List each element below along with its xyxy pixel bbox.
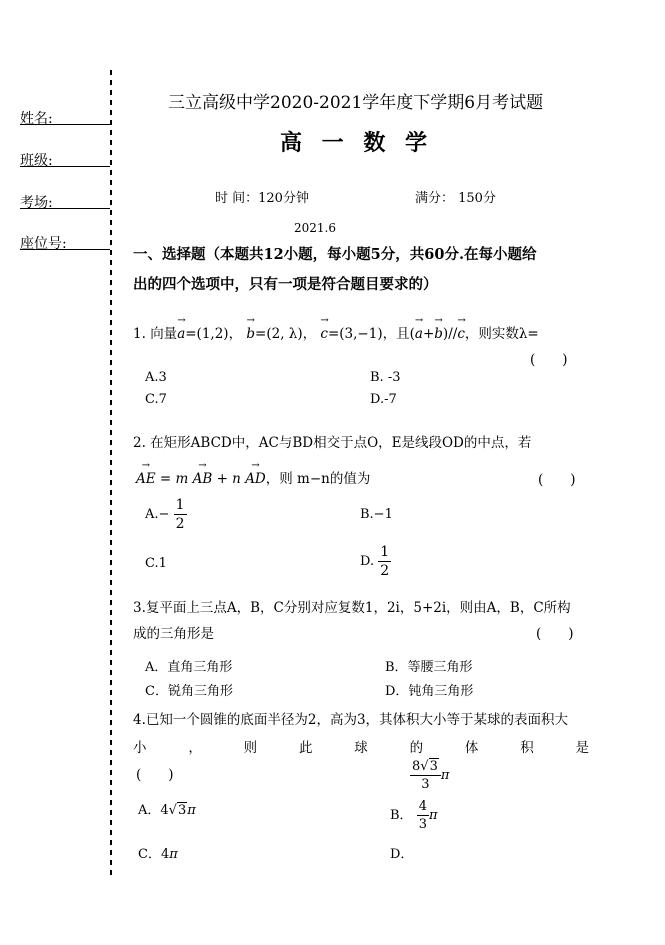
time-label: 时 间：120分钟 (215, 191, 309, 206)
q1-paren-close: ) (442, 326, 449, 342)
q1-a-value: =(1,2)， (185, 326, 243, 342)
vector-c-2: → c (457, 326, 465, 342)
q1-tail: ，则实数λ= (464, 326, 539, 342)
q2-answer-blank[interactable]: ( ) (538, 472, 576, 488)
sqrt-symbol-icon: √ (420, 759, 429, 774)
exam-room-field-label: 考场: (20, 195, 53, 211)
q2-option-d-fraction (378, 545, 391, 578)
vector-a: → a (177, 326, 185, 342)
q2-a-den: 2 (175, 516, 185, 532)
q2-eq-m: = m (159, 471, 189, 487)
q4-c-value: 4 (160, 847, 170, 862)
q4-b-num: 4 (418, 799, 427, 814)
q4-c-pi: π (169, 847, 178, 862)
name-field-line[interactable] (20, 124, 110, 125)
vector-b: → b (246, 326, 255, 342)
q1-option-c[interactable]: C.7 (145, 392, 167, 407)
q4-b-pi: π (428, 808, 438, 823)
question-1-stem (133, 322, 539, 342)
q3-option-c[interactable]: C．锐角三角形 (145, 684, 233, 699)
q4-char: 球 (354, 740, 368, 756)
q4-b-fraction (417, 800, 429, 831)
q1-lead: 向量 (150, 326, 178, 342)
binding-dashed-line (108, 70, 114, 880)
q4-option-b[interactable] (390, 800, 438, 831)
q4-d-fraction (410, 760, 441, 791)
q2-eq-tail: ，则 m−n的值为 (265, 471, 371, 487)
q4-a-pi: π (187, 803, 196, 818)
q4-char: 则 (243, 740, 258, 756)
q2-option-d-letter: D. (360, 554, 375, 569)
q4-char: 的 (409, 740, 424, 756)
vector-ad: → AD (245, 471, 266, 487)
q4-d-coef: 8 (412, 759, 421, 774)
q4-option-b-letter: B． (390, 808, 413, 823)
q2-d-den: 2 (380, 563, 390, 579)
q4-char: 小 (133, 740, 147, 756)
q1-c-value: =(3,−1)，且 (327, 326, 410, 342)
seat-number-field-label: 座位号: (20, 236, 67, 252)
q3-option-d[interactable]: D．钝角三角形 (385, 684, 474, 699)
exam-room-field-line[interactable] (20, 208, 110, 209)
q2-eq-n: + n (216, 471, 241, 487)
q4-d-pi: π (440, 768, 450, 783)
vector-ab: → AB (193, 471, 213, 487)
question-3-stem-line1: 3.复平面上三点A，B，C分别对应复数1，2i，5+2i，则由A，B，C所构 (133, 600, 571, 616)
q4-d-denominator: 3 (421, 777, 430, 792)
q3-option-a[interactable]: A．直角三角形 (145, 660, 233, 675)
name-field-label: 姓名: (20, 111, 53, 127)
question-4-stem-line1: 4.已知一个圆锥的底面半径为2，高为3，其体积大小等于某球的表面积大 (133, 712, 569, 728)
sqrt-symbol-icon: √ (168, 803, 177, 818)
q4-char: 体 (464, 740, 479, 756)
exam-date: 2021.6 (294, 221, 336, 235)
q4-d-numerator (410, 760, 441, 776)
q1-answer-blank[interactable]: ( ) (530, 352, 568, 368)
q4-char: 此 (298, 740, 313, 756)
q1-plus: + (422, 326, 435, 342)
class-field-label: 班级: (20, 153, 53, 169)
q2-a-num: 1 (175, 497, 185, 513)
q4-a-coef: 4 (160, 803, 169, 818)
q4-answer-blank[interactable]: ( ) (136, 767, 174, 783)
q2-option-d[interactable] (360, 545, 391, 578)
q2-option-a-letter: A. (145, 507, 159, 522)
q3-answer-blank[interactable]: ( ) (536, 626, 574, 642)
vector-b-2: → b (434, 326, 443, 342)
q1-option-b[interactable]: B. -3 (370, 370, 401, 385)
q4-option-a[interactable] (138, 799, 196, 818)
q4-option-c-letter: C． (138, 847, 161, 862)
q2-option-a[interactable] (145, 498, 187, 531)
q2-option-a-fraction (174, 498, 187, 531)
q4-char: ， (188, 740, 202, 756)
q2-option-a-sign: − (158, 507, 170, 522)
section-heading-line1: 一、选择题（本题共12小题，每小题5分，共60分.在每小题给 (133, 246, 537, 263)
q2-option-c[interactable]: C.1 (145, 556, 167, 571)
question-2-stem: 2. 在矩形ABCD中，AC与BD相交于点O，E是线段OD的中点，若 (133, 435, 532, 451)
vector-a-2: → a (415, 326, 423, 342)
q4-a-radicand: 3 (177, 803, 187, 818)
vector-c: → c (320, 326, 328, 342)
q1-parallel: // (448, 326, 458, 342)
q4-char: 是 (575, 740, 589, 756)
q4-b-den: 3 (418, 817, 427, 832)
class-field-line[interactable] (20, 166, 110, 167)
q4-option-d[interactable]: D． (390, 847, 414, 862)
q2-d-num: 1 (380, 544, 390, 560)
q4-option-a-letter: A． (138, 803, 161, 818)
q1-option-d[interactable]: D.-7 (370, 392, 397, 407)
exam-title: 三立高级中学2020-2021学年度下学期6月考试题 (168, 93, 544, 113)
q4-d-radicand: 3 (429, 759, 438, 774)
vector-ae: → AE (136, 471, 156, 487)
q4-option-d-expression (410, 760, 449, 791)
q1-number: 1. (133, 326, 146, 342)
question-2-equation (136, 467, 370, 487)
question-4-stem-line2 (133, 736, 589, 756)
q1-option-a[interactable]: A.3 (145, 370, 167, 385)
q3-option-b[interactable]: B．等腰三角形 (385, 660, 473, 675)
seat-number-field-line[interactable] (20, 249, 110, 250)
q1-b-value: =(2, λ)， (255, 326, 317, 342)
q2-option-b[interactable]: B.−1 (360, 507, 393, 522)
question-3-stem-line2: 成的三角形是 (133, 626, 214, 642)
score-label: 满分： 150分 (415, 191, 496, 206)
q1-paren-open: ( (409, 326, 415, 342)
q4-option-c[interactable] (138, 843, 178, 862)
subject-title: 高 一 数 学 (280, 130, 433, 156)
q4-char: 积 (520, 740, 534, 756)
section-heading-line2: 出的四个选项中，只有一项是符合题目要求的） (133, 276, 438, 293)
